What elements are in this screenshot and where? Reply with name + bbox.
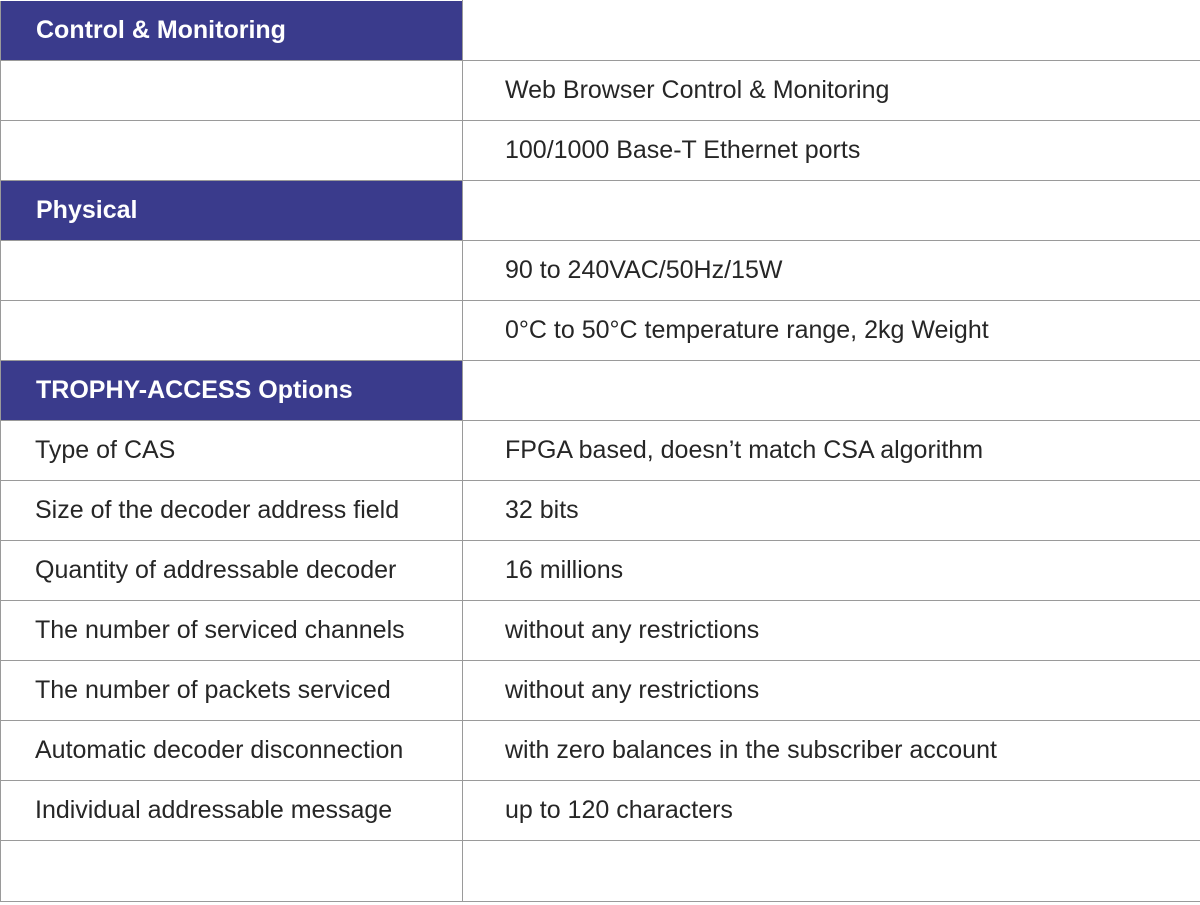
table-row [1,241,1200,301]
table-row [1,421,1200,481]
row-label: Type of CAS [1,421,463,481]
section-header-row [1,361,1200,421]
row-label [1,121,463,181]
row-value: with zero balances in the subscriber account [463,721,1200,781]
row-label: Individual addressable message [1,781,463,841]
section-header-empty-cell [463,361,1200,421]
row-value: FPGA based, doesn’t match CSA algorithm [463,421,1200,481]
row-label: Size of the decoder address field [1,481,463,541]
table-row [1,121,1200,181]
row-value: without any restrictions [463,661,1200,721]
row-label: Automatic decoder disconnection [1,721,463,781]
section-title-physical: Physical [1,181,463,241]
row-label [1,61,463,121]
section-header-empty-cell [463,1,1200,61]
row-value: 90 to 240VAC/50Hz/15W [463,241,1200,301]
row-value: 16 millions [463,541,1200,601]
table-row [1,661,1200,721]
section-header-row [1,181,1200,241]
row-label: The number of serviced channels [1,601,463,661]
section-title-control-monitoring: Control & Monitoring [1,1,463,61]
table-row [1,61,1200,121]
row-value: 32 bits [463,481,1200,541]
section-header-row [1,1,1200,61]
row-value: Web Browser Control & Monitoring [463,61,1200,121]
row-value: 100/1000 Base-T Ethernet ports [463,121,1200,181]
table-row [1,841,1200,902]
row-label: The number of packets serviced [1,661,463,721]
table-row [1,301,1200,361]
row-label [1,841,463,902]
table-row [1,541,1200,601]
table-row [1,601,1200,661]
row-label [1,241,463,301]
row-label: Quantity of addressable decoder [1,541,463,601]
row-value: up to 120 characters [463,781,1200,841]
section-header-empty-cell [463,181,1200,241]
row-value: 0°C to 50°C temperature range, 2kg Weight [463,301,1200,361]
table-row [1,781,1200,841]
section-title-trophy-access-options: TROPHY-ACCESS Options [1,361,463,421]
row-value: without any restrictions [463,601,1200,661]
row-value [463,841,1200,902]
row-label [1,301,463,361]
table-row [1,481,1200,541]
table-row [1,721,1200,781]
